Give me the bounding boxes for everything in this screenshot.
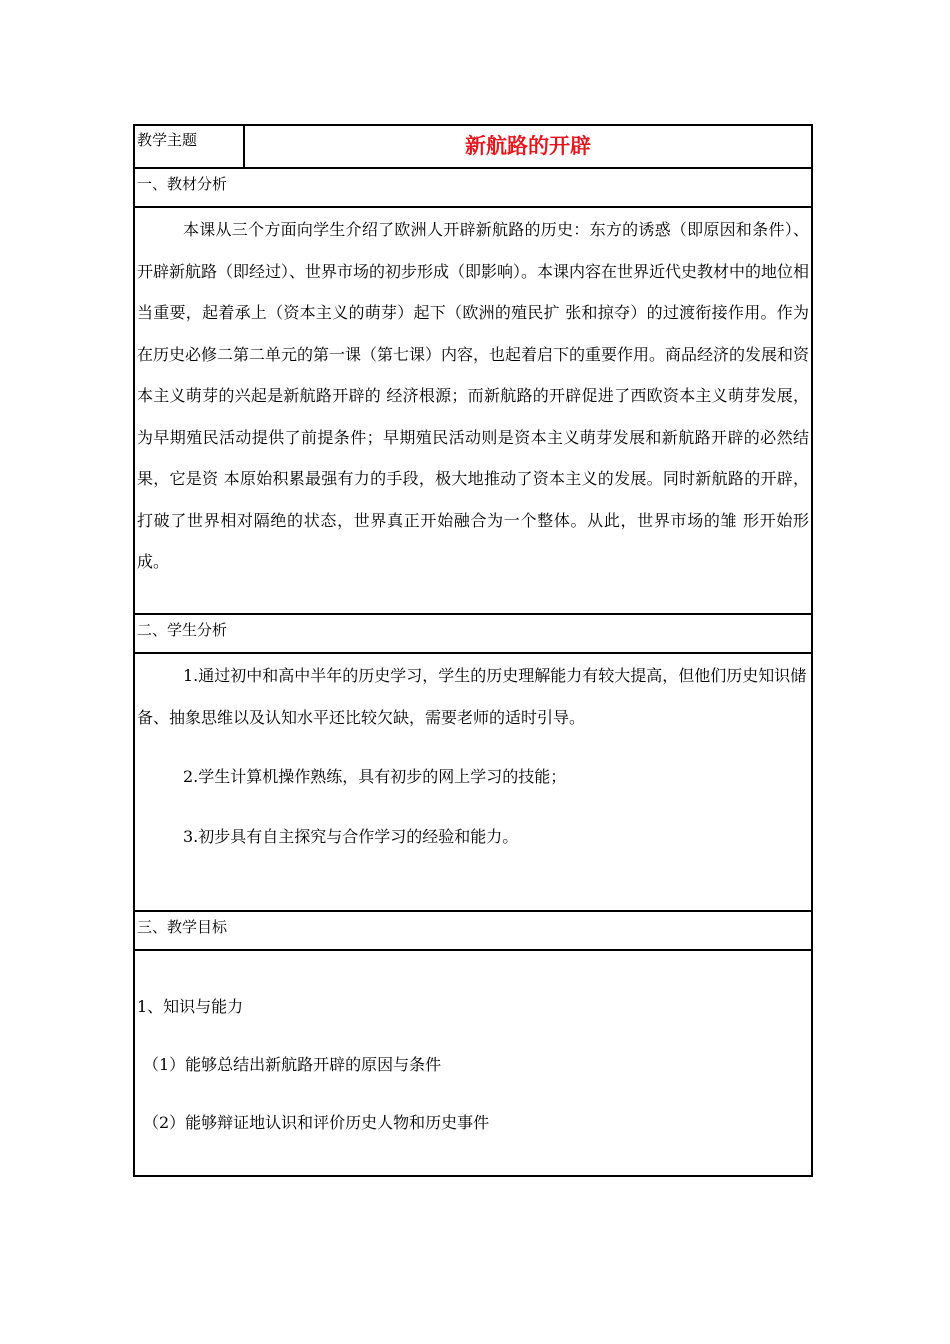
lesson-plan-table bbox=[133, 124, 813, 1177]
student-analysis-item-3: 3.初步具有自主探究与合作学习的经验和能力。 bbox=[183, 826, 519, 846]
topic-row bbox=[135, 126, 811, 167]
student-analysis-item-2: 2.学生计算机操作熟练，具有初步的网上学习的技能； bbox=[183, 767, 567, 786]
student-analysis-body bbox=[135, 652, 811, 910]
knowledge-ability-subheading: 1、知识与能力 bbox=[137, 997, 244, 1016]
teaching-goals-body bbox=[135, 949, 811, 1175]
textbook-analysis-body bbox=[135, 206, 811, 613]
section-heading-student-analysis: 二、学生分析 bbox=[135, 613, 811, 652]
section-heading-teaching-goals: 三、教学目标 bbox=[135, 910, 811, 949]
goal-point-2: （2）能够辩证地认识和评价历史人物和历史事件 bbox=[143, 1113, 490, 1132]
section-heading-textbook-analysis: 一、教材分析 bbox=[135, 167, 811, 206]
goal-point-1: （1）能够总结出新航路开辟的原因与条件 bbox=[143, 1055, 442, 1074]
textbook-analysis-paragraph: 本课从三个方面向学生介绍了欧洲人开辟新航路的历史：东方的诱惑（即原因和条件）、开辟新航路（即经过）、世界市场的初步形成（即影响）。本课内容在世界近代史教材中的地位相当重要，起着承上（资本主义的萌芽）起下（欧洲的殖民扩 张和掠夺）的过渡衔接作用。作为在历史必修二第二单元的第一课（第七课）内容，也起着启下的重要作用。商品经济的发展和资本主义萌芽的兴起是新航路开辟的 经济根源；而新航路的开辟促进了西欧资本主义萌芽发展，为早期殖民活动提供了前提条件；早期殖民活动则是资本主义萌芽发展和新航路开辟的必然结果，它是资 本原始积累最强有力的手段，极大地推动了资本主义的发展。同时新航路的开辟，打破了世界相对隔绝的状态，世界真正开始融合为一个整体。从此，世界市场的雏 形开始形成。 bbox=[137, 220, 810, 571]
topic-label: 教学主题 bbox=[135, 126, 245, 167]
lesson-title: 新航路的开辟 bbox=[465, 134, 591, 158]
student-analysis-item-1: 1.通过初中和高中半年的历史学习，学生的历史理解能力有较大提高，但他们历史知识储备、抽象思维以及认知水平还比较欠缺，需要老师的适时引导。 bbox=[137, 666, 807, 727]
